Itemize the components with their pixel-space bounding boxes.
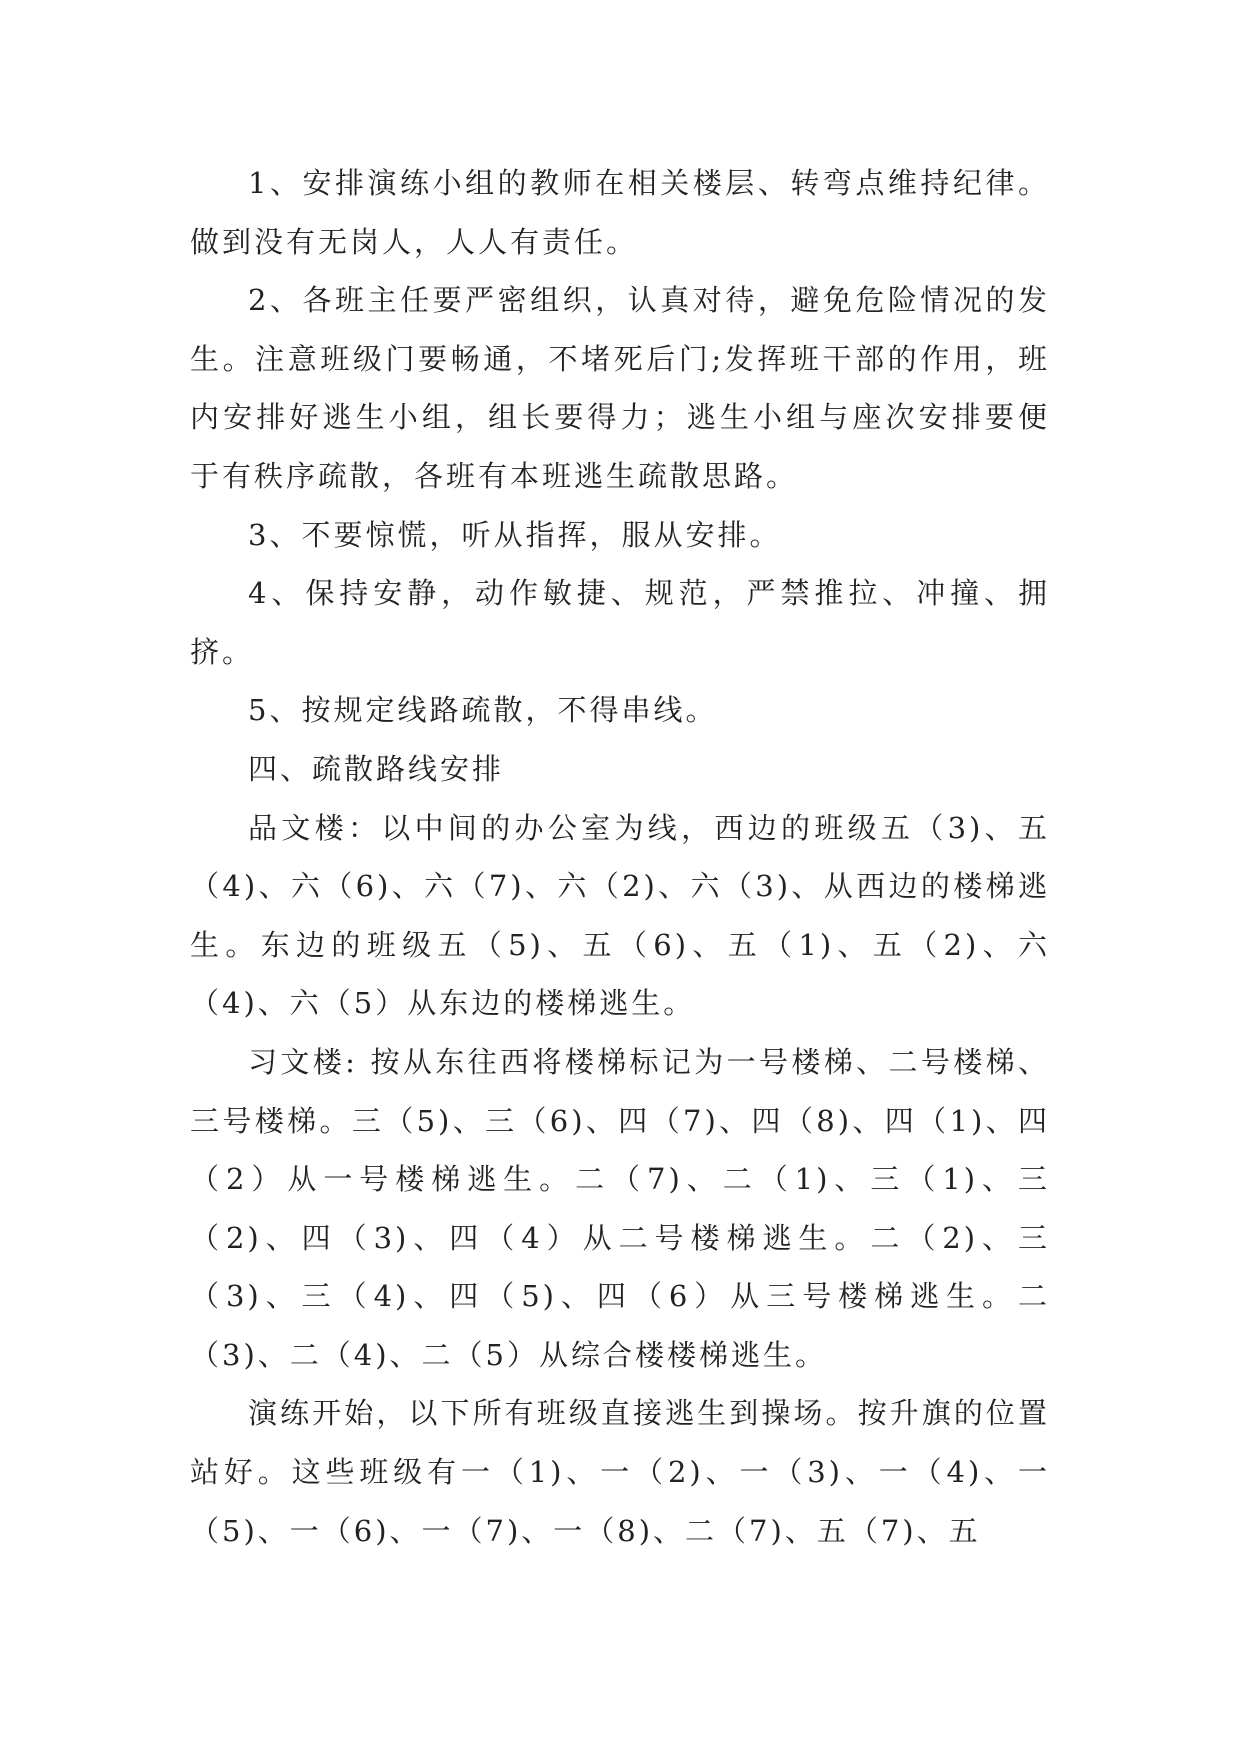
document-body (190, 154, 1050, 1560)
paragraph-item-4: 4、保持安静，动作敏捷、规范，严禁推拉、冲撞、拥挤。 (190, 576, 1050, 669)
playground-classes: 演练开始，以下所有班级直接逃生到操场。按升旗的位置站好。这些班级有一（1)、一（2)、一（3)、一（4)、一（5)、一（6)、一（7)、一（8)、二（7)、五（7)、五 (190, 1396, 1050, 1548)
section-heading: 四、疏散路线安排 (248, 751, 505, 786)
paragraph-item-1: 1、安排演练小组的教师在相关楼层、转弯点维持纪律。做到没有无岗人，人人有责任。 (190, 166, 1050, 259)
pinwen-building-routes: 品文楼：以中间的办公室为线，西边的班级五（3)、五（4)、六（6)、六（7)、六（2)、六（3)、从西边的楼梯逃生。东边的班级五（5)、五（6)、五（1)、五（2)、六（4)、六（5）从东边的楼梯逃生。 (190, 810, 1050, 1021)
xiwen-building-routes: 习文楼: 按从东往西将楼梯标记为一号楼梯、二号楼梯、三号楼梯。三（5)、三（6)、四（7)、四（8)、四（1)、四（2）从一号楼梯逃生。二（7)、二（1)、三（1)、三（2)、四（3)、四（4）从二号楼梯逃生。二（2)、三（3)、三（4)、四（5)、四（6）从三号楼梯逃生。二（3)、二（4)、二（5）从综合楼楼梯逃生。 (190, 1044, 1050, 1372)
paragraph-item-2: 2、各班主任要严密组织，认真对待，避免危险情况的发生。注意班级门要畅通，不堵死后门;发挥班干部的作用，班内安排好逃生小组，组长要得力；逃生小组与座次安排要便于有秩序疏散，各班有本班逃生疏散思路。 (190, 283, 1050, 493)
paragraph-item-3: 3、不要惊慌，听从指挥，服从安排。 (248, 517, 782, 552)
paragraph-item-5: 5、按规定线路疏散，不得串线。 (248, 693, 718, 728)
